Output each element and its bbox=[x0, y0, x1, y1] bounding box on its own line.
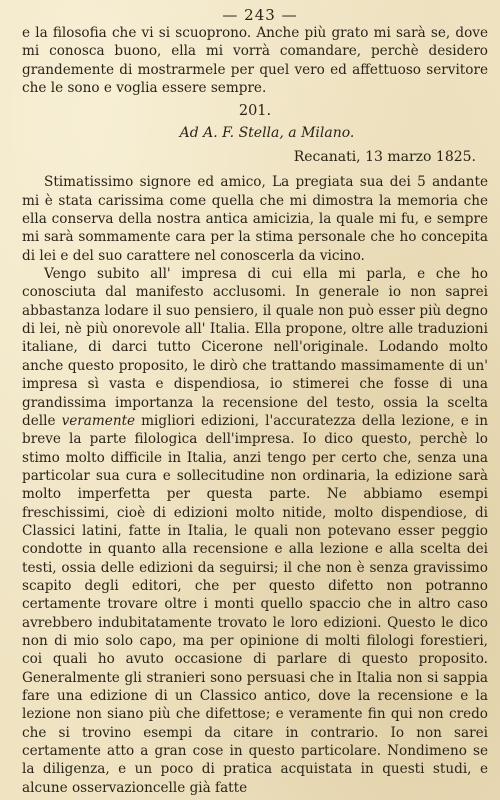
paragraph-2-text-a: Vengo subito all' impresa di cui ella mi parla, e che ho conosciuta dal manifesto acclusomi. In generale io non saprei abbastanza lodare il suo pensiero, il quale non può esser più degno di lei, nè più onorevole all' Italia. Ella propone, oltre alle traduzioni italiane, di darci tutto Cicerone nell'originale. Lodando molto anche questo proposito, le dirò che trattando massimamente di un' impresa sì vasta e dispendiosa, io stimerei che fosse di una grandissima importanza la recensione del testo, ossia la scelta delle bbox=[22, 266, 488, 429]
opening-paragraph: e la filosofia che vi si scuoprono. Anche più grato mi sarà se, dove mi conosca buono, ella mi vorrà comandare, perchè desidero grandemente di mostrarmele per quel vero ed affettuoso servitore che le sono e voglia essere sempre. bbox=[22, 25, 488, 97]
letter-place-date: Recanati, 13 marzo 1825. bbox=[293, 149, 476, 166]
page-number: — 243 — bbox=[222, 6, 298, 24]
paragraph-2-text-b: migliori edizioni, l'accuratezza della lezione, e in breve la parte filologica dell'impresa. Io dico questo, perchè lo stimo molto difficile in Italia, anzi tengo per certo che, senza una particolar sua cura e sollecitudine non ordinaria, la edizione sarà molto imperfetta per questa parte. Ne abbiamo esempi freschissimi, cioè di edizioni molto nitide, molto dispendiose, di Classici latini, fatte in Italia, le quali non potevano esser peggio condotte in quanto alla recensione e alla lezione e alla scelta dei testi, ossia delle edizioni da seguirsi; il che non è senza gravissimo scapito degli editori, che per questo difetto non potranno certamente trovare oltre i monti quello spaccio che in altro caso avrebbero indubitatamente trovato le loro edizioni. Questo le dico non di mio solo capo, ma per opinione di molti filologi forestieri, coi quali ho avuto occasione di parlare di questo proposito. Generalmente gli stranieri sono persuasi che in Italia non si sappia fare una edizione di un Classico antico, dove la recensione e la lezione non siano più che difettose; e veramente fin qui non credo che si trovino esempi da citare in contrario. Io non sarei certamente atto a gran cose in questo particolare. Nondimeno se la diligenza, e un poco di pratica acquistata in questi studi, e alcune osservazioncelle già fatte bbox=[22, 412, 489, 796]
letter-paragraph-1: Stimatissimo signore ed amico, La pregiata sua dei 5 andante mi è stata carissima come quella che mi dimostra la memoria che ella conserva della nostra antica amicizia, la quale mi fu, e sempre mi sarà sommamente cara per la stima personale che ho concepita di lei e del suo carattere nel conoscerla da vicino. bbox=[22, 174, 488, 264]
letter-addressee: Ad A. F. Stella, a Milano. bbox=[179, 125, 355, 142]
emphasized-word: veramente bbox=[61, 412, 136, 429]
letter-paragraph-2 bbox=[22, 265, 488, 797]
letter-number: 201. bbox=[238, 103, 272, 120]
